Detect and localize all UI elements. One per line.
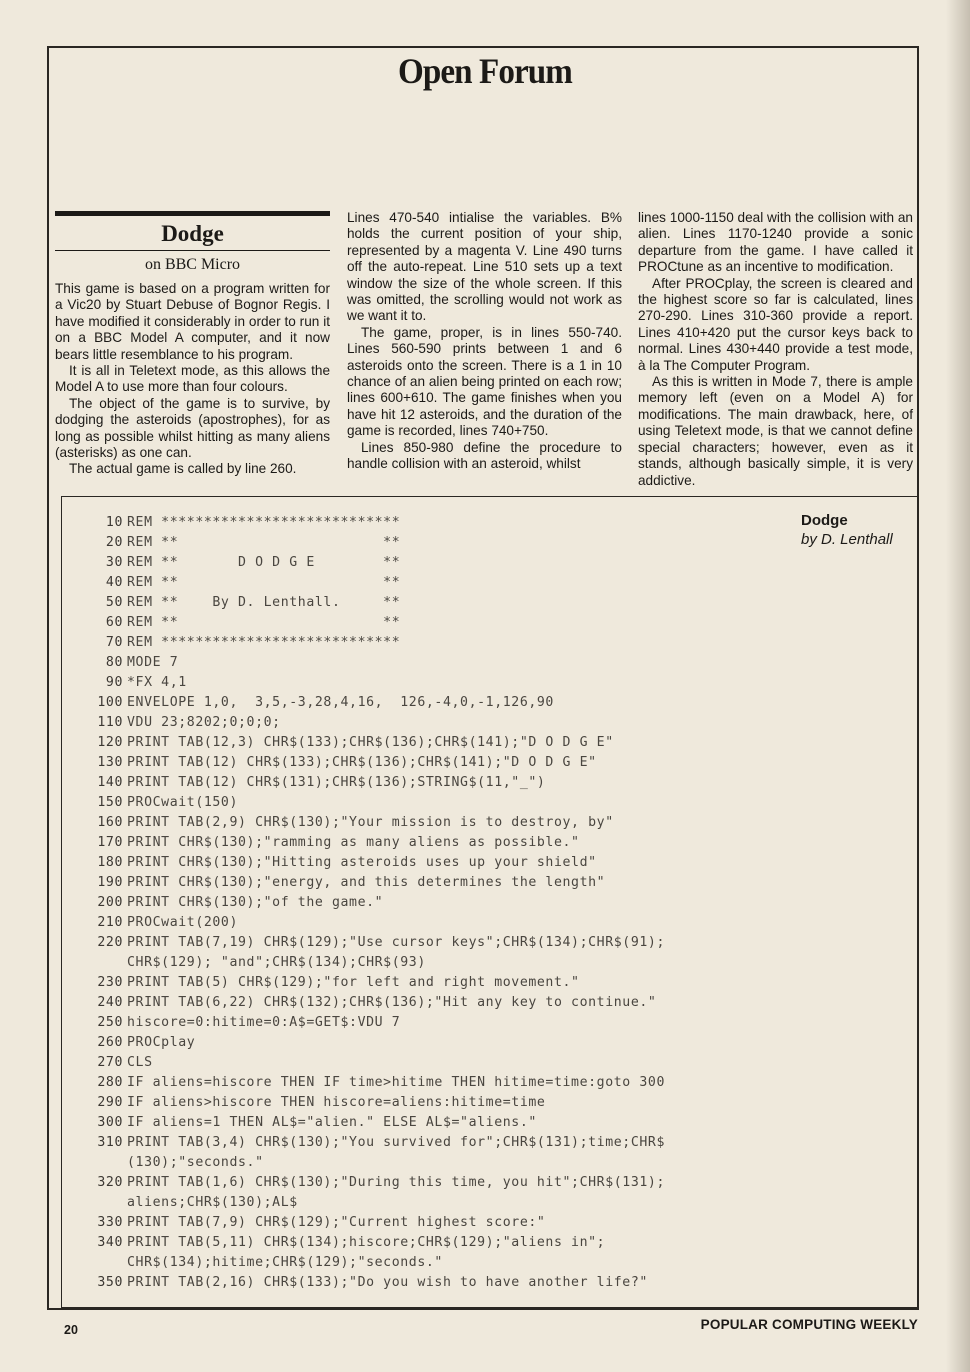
line-number: 270 [97, 1055, 123, 1070]
line-code: REM **************************** [127, 635, 401, 650]
code-line [79, 853, 894, 873]
article-paragraph: As this is written in Mode 7, there is ample memory left (even on a Model A) for modifications. The main drawback, here, of using Teletext mode, is that we cannot define special characters; however, even as it stands, although basically simple, it is very addictive. [638, 374, 913, 488]
article-column-3 [638, 210, 913, 489]
column-3-paragraphs [638, 210, 913, 489]
code-line [79, 973, 894, 993]
line-number: 120 [97, 735, 123, 750]
line-number: 240 [97, 995, 123, 1010]
line-code: hiscore=0:hitime=0:A$=GET$:VDU 7 [127, 1015, 401, 1030]
code-line [79, 1213, 894, 1233]
line-number: 190 [97, 875, 123, 890]
line-code: REM **************************** [127, 515, 401, 530]
listing-author: by D. Lenthall [801, 531, 893, 548]
column-1-paragraphs [55, 281, 330, 478]
line-code: PRINT TAB(2,9) CHR$(130);"Your mission is to destroy, by" [127, 815, 614, 830]
line-code: REM ** ** [127, 535, 401, 550]
line-code: PRINT TAB(12) CHR$(131);CHR$(136);STRING$(11,"_") [127, 775, 546, 790]
code-line [79, 793, 894, 813]
line-code: PRINT CHR$(130);"ramming as many aliens as possible." [127, 835, 580, 850]
line-number: 200 [97, 895, 123, 910]
article-paragraph: Lines 850-980 define the procedure to handle collision with an asteroid, whilst [347, 439, 622, 472]
code-line [79, 513, 894, 533]
code-line [79, 1233, 894, 1253]
code-line [79, 1033, 894, 1053]
code-line [79, 573, 894, 593]
line-code: PROCplay [127, 1035, 196, 1050]
line-number: 170 [97, 835, 123, 850]
line-code: IF aliens>hiscore THEN hiscore=aliens:hitime=time [127, 1095, 546, 1110]
code-line [79, 713, 894, 733]
line-number: 50 [105, 595, 123, 610]
line-code: aliens;CHR$(130);AL$ [127, 1195, 298, 1210]
article-subtitle: on BBC Micro [144, 256, 241, 273]
line-number: 110 [97, 715, 123, 730]
line-code: CHR$(134);hitime;CHR$(129);"seconds." [127, 1255, 443, 1270]
line-number: 30 [105, 555, 123, 570]
code-line [79, 1013, 894, 1033]
code-line [79, 1073, 894, 1093]
line-number: 100 [97, 695, 123, 710]
code-line [79, 813, 894, 833]
line-number: 60 [105, 615, 123, 630]
code-line [79, 1053, 894, 1073]
line-number: 40 [105, 575, 123, 590]
line-code: PRINT TAB(1,6) CHR$(130);"During this time, you hit";CHR$(131); [127, 1175, 665, 1190]
code-line [79, 633, 894, 653]
title-rule-top [55, 211, 330, 216]
line-code: *FX 4,1 [127, 675, 187, 690]
line-number: 80 [105, 655, 123, 670]
code-line [79, 953, 894, 973]
line-number: 320 [97, 1175, 123, 1190]
line-number: 220 [97, 935, 123, 950]
code-line [79, 733, 894, 753]
line-code: REM ** By D. Lenthall. ** [127, 595, 401, 610]
line-code: PROCwait(150) [127, 795, 239, 810]
code-line [79, 873, 894, 893]
code-line [79, 773, 894, 793]
line-number: 340 [97, 1235, 123, 1250]
article-paragraph: After PROCplay, the screen is cleared and the highest score so far is calculated, lines 270-290. Lines 310-360 provide a report. Lines 410+420 put the cursor keys back to normal. Lines 430+440 provide a test mode, à la The Computer Program. [638, 275, 913, 373]
line-number: 310 [97, 1135, 123, 1150]
article-paragraph: This game is based on a program written for a Vic20 by Stuart Debuse of Bognor Regis. I have modified it considerably in order to run it on a BBC Model A computer, and it now bears little resemblance to his program. [55, 281, 330, 362]
line-number: 210 [97, 915, 123, 930]
code-line [79, 533, 894, 553]
line-code: PRINT TAB(2,16) CHR$(133);"Do you wish to have another life?" [127, 1275, 648, 1290]
line-number: 330 [97, 1215, 123, 1230]
line-code: REM ** ** [127, 615, 401, 630]
code-line [79, 833, 894, 853]
line-code: PRINT TAB(3,4) CHR$(130);"You survived for";CHR$(131);time;CHR$ [127, 1135, 665, 1150]
line-code: PRINT CHR$(130);"of the game." [127, 895, 384, 910]
line-code: (130);"seconds." [127, 1155, 264, 1170]
line-code: CLS [127, 1055, 153, 1070]
line-code: PRINT TAB(6,22) CHR$(132);CHR$(136);"Hit any key to continue." [127, 995, 657, 1010]
line-code: PRINT TAB(5,11) CHR$(134);hiscore;CHR$(129);"aliens in"; [127, 1235, 606, 1250]
article-paragraph: The game, proper, is in lines 550-740. Lines 560-590 prints between 1 and 6 asteroids onto the screen. There is a 1 in 10 chance of an alien being printed on each row; lines 600+610. The game finishes when you have hit 12 asteroids, and the duration of the game is recorded, lines 740+750. [347, 324, 622, 439]
code-line [79, 673, 894, 693]
article-paragraph: The actual game is called by line 260. [69, 461, 297, 477]
line-number: 20 [105, 535, 123, 550]
line-code: PRINT TAB(5) CHR$(129);"for left and right movement." [127, 975, 580, 990]
article-paragraph: The object of the game is to survive, by dodging the asteroids (apostrophes), for as long as possible whilst hitting as many aliens (asterisks) as one can. [55, 395, 330, 461]
code-line [79, 753, 894, 773]
line-number: 280 [97, 1075, 123, 1090]
article-paragraph: Lines 470-540 intialise the variables. B% holds the current position of your ship, represented by a magenta V. Line 490 turns off the auto-repeat. Line 510 sets up a text window the size of the whole screen. If this was omitted, the scrolling would not work as we want it to. [347, 210, 622, 324]
line-number: 250 [97, 1015, 123, 1030]
page-number: 20 [64, 1323, 78, 1337]
line-code: PRINT TAB(12) CHR$(133);CHR$(136);CHR$(141);"D O D G E" [127, 755, 597, 770]
line-number: 150 [97, 795, 123, 810]
line-code: PRINT TAB(12,3) CHR$(133);CHR$(136);CHR$(141);"D O D G E" [127, 735, 614, 750]
line-code: CHR$(129); "and";CHR$(134);CHR$(93) [127, 955, 426, 970]
code-line [79, 913, 894, 933]
line-number: 90 [105, 675, 123, 690]
code-line [79, 1113, 894, 1133]
code-line [79, 553, 894, 573]
line-code: ENVELOPE 1,0, 3,5,-3,28,4,16, 126,-4,0,-1,126,90 [127, 695, 554, 710]
code-line [79, 1253, 894, 1273]
line-number: 130 [97, 755, 123, 770]
line-code: PRINT TAB(7,19) CHR$(129);"Use cursor keys";CHR$(134);CHR$(91); [127, 935, 665, 950]
program-listing [79, 513, 894, 1293]
article-title: Dodge [161, 221, 224, 246]
line-number: 10 [105, 515, 123, 530]
code-line [79, 1153, 894, 1173]
code-line [79, 1273, 894, 1293]
code-line [79, 1173, 894, 1193]
line-code: REM ** D O D G E ** [127, 555, 401, 570]
code-line [79, 613, 894, 633]
title-rule-bottom [55, 250, 330, 251]
line-number: 290 [97, 1095, 123, 1110]
line-code: IF aliens=1 THEN AL$="alien." ELSE AL$="aliens." [127, 1115, 537, 1130]
line-number: 260 [97, 1035, 123, 1050]
code-line [79, 1193, 894, 1213]
line-code: PRINT CHR$(130);"energy, and this determines the length" [127, 875, 606, 890]
listing-title: Dodge [801, 512, 848, 529]
article-paragraph: It is all in Teletext mode, as this allows the Model A to use more than four colours. [55, 363, 330, 395]
line-number: 350 [97, 1275, 123, 1290]
line-number: 230 [97, 975, 123, 990]
page-edge-shadow [946, 0, 970, 1372]
article-column-2 [347, 210, 622, 473]
line-code: IF aliens=hiscore THEN IF time>hitime THEN hitime=time:goto 300 [127, 1075, 665, 1090]
code-line [79, 593, 894, 613]
line-number: 160 [97, 815, 123, 830]
line-code: VDU 23;8202;0;0;0; [127, 715, 281, 730]
line-number: 300 [97, 1115, 123, 1130]
line-code: MODE 7 [127, 655, 179, 670]
article-paragraph: lines 1000-1150 deal with the collision with an alien. Lines 1170-1240 provide a sonic departure from the game. I have called it PROCtune as an incentive to modification. [638, 210, 913, 275]
code-line [79, 933, 894, 953]
line-number: 70 [105, 635, 123, 650]
code-line [79, 893, 894, 913]
line-number: 140 [97, 775, 123, 790]
code-line [79, 653, 894, 673]
line-code: REM ** ** [127, 575, 401, 590]
line-number: 180 [97, 855, 123, 870]
code-line [79, 993, 894, 1013]
code-line [79, 1093, 894, 1113]
line-code: PROCwait(200) [127, 915, 239, 930]
code-line [79, 693, 894, 713]
line-code: PRINT CHR$(130);"Hitting asteroids uses up your shield" [127, 855, 597, 870]
line-code: PRINT TAB(7,9) CHR$(129);"Current highest score:" [127, 1215, 546, 1230]
magazine-name: POPULAR COMPUTING WEEKLY [700, 1317, 918, 1332]
column-2-paragraphs [347, 210, 622, 473]
article-column-1 [55, 208, 330, 478]
code-line [79, 1133, 894, 1153]
masthead: Open Forum [398, 51, 572, 91]
